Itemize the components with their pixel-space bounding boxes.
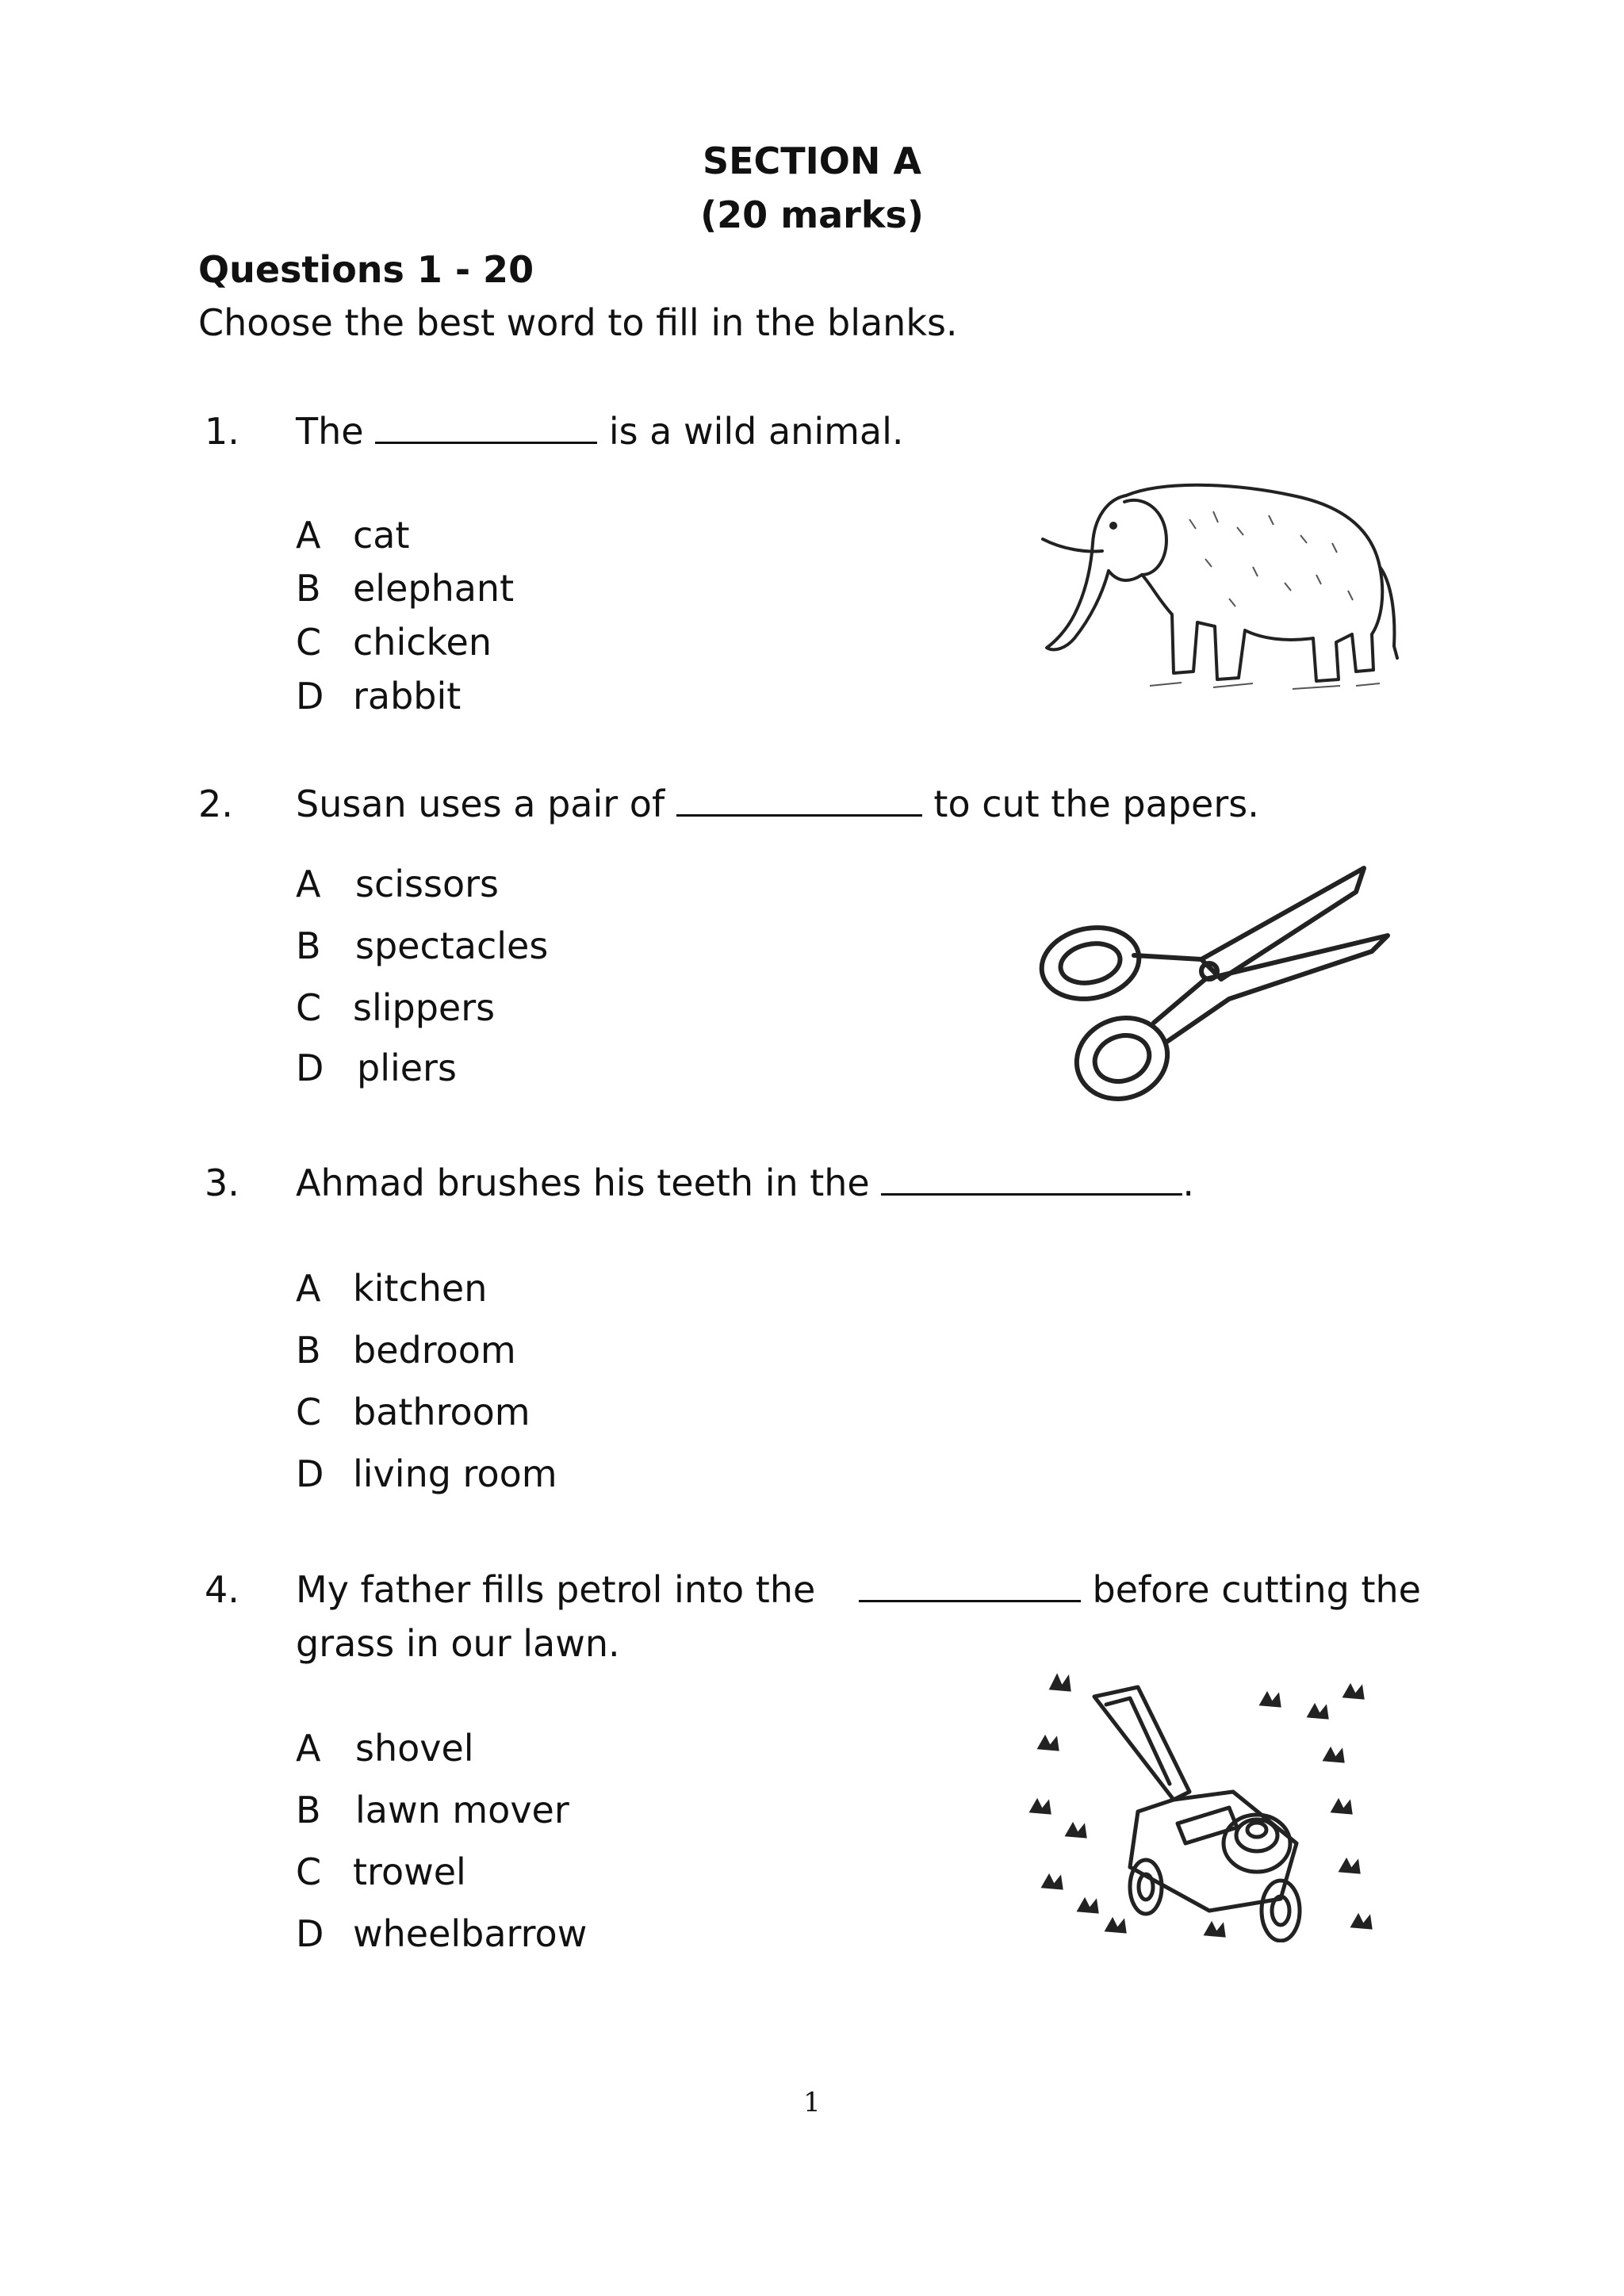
q3-option-d-letter: D: [296, 1452, 324, 1495]
page-number: 1: [803, 2087, 821, 2118]
q4-option-c-letter: C: [296, 1850, 322, 1893]
question-3-before: Ahmad brushes his teeth in the: [296, 1161, 870, 1204]
q2-option-b[interactable]: spectacles: [355, 924, 549, 967]
question-3-blank[interactable]: [881, 1188, 1182, 1196]
q1-option-a[interactable]: cat: [353, 514, 410, 557]
q4-option-b[interactable]: lawn mover: [355, 1789, 569, 1831]
q1-option-b[interactable]: elephant: [353, 567, 515, 610]
section-marks: (20 marks): [700, 193, 924, 236]
question-1-before: The: [296, 410, 364, 453]
question-4-after: before cutting the: [1092, 1568, 1421, 1611]
q1-option-b-letter: B: [296, 567, 321, 610]
question-4-before: My father fills petrol into the: [296, 1568, 816, 1611]
section-title: SECTION A: [702, 140, 922, 182]
question-2-text: [296, 783, 1259, 825]
instruction: Choose the best word to fill in the blanks.: [198, 301, 958, 344]
q4-option-d-letter: D: [296, 1912, 324, 1955]
q1-option-d-letter: D: [296, 675, 324, 718]
q4-option-d[interactable]: wheelbarrow: [353, 1912, 588, 1955]
lawn-mower-icon: [1019, 1673, 1400, 1942]
scissors-icon: [1031, 860, 1396, 1114]
question-number-3: 3.: [205, 1161, 239, 1204]
q1-option-a-letter: A: [296, 514, 321, 557]
q4-option-a-letter: A: [296, 1727, 321, 1770]
q4-option-b-letter: B: [296, 1789, 321, 1831]
q3-option-d[interactable]: living room: [353, 1452, 557, 1495]
question-1-blank[interactable]: [375, 437, 597, 444]
q2-option-d-letter: D: [296, 1047, 324, 1089]
q4-option-a[interactable]: shovel: [355, 1727, 474, 1770]
q2-option-b-letter: B: [296, 924, 321, 967]
question-2-after: to cut the papers.: [933, 783, 1259, 825]
question-2-before: Susan uses a pair of: [296, 783, 665, 825]
question-1-after: is a wild animal.: [608, 410, 904, 453]
q3-option-c[interactable]: bathroom: [353, 1391, 530, 1433]
q3-option-c-letter: C: [296, 1391, 322, 1433]
elephant-icon: [1031, 464, 1411, 702]
q2-option-a-letter: A: [296, 863, 321, 905]
q2-option-a[interactable]: scissors: [355, 863, 499, 905]
q2-option-c-letter: C: [296, 986, 322, 1029]
q1-option-c[interactable]: chicken: [353, 621, 492, 664]
question-number-4: 4.: [205, 1568, 239, 1611]
q3-option-a[interactable]: kitchen: [353, 1267, 488, 1310]
question-4-text: [296, 1568, 1421, 1611]
question-3-after: .: [1182, 1161, 1194, 1204]
question-2-blank[interactable]: [676, 809, 922, 817]
q3-option-b-letter: B: [296, 1329, 321, 1372]
question-3-text: [296, 1161, 1194, 1204]
q2-option-d[interactable]: pliers: [357, 1047, 457, 1089]
q3-option-a-letter: A: [296, 1267, 321, 1310]
question-1-text: [296, 410, 904, 453]
question-number-1: 1.: [205, 410, 239, 453]
q4-option-c[interactable]: trowel: [353, 1850, 466, 1893]
q3-option-b[interactable]: bedroom: [353, 1329, 516, 1372]
question-4-blank[interactable]: [859, 1595, 1081, 1602]
q1-option-c-letter: C: [296, 621, 322, 664]
question-number-2: 2.: [198, 783, 233, 825]
questions-range: Questions 1 - 20: [198, 248, 534, 291]
q1-option-d[interactable]: rabbit: [353, 675, 462, 718]
q2-option-c[interactable]: slippers: [353, 986, 496, 1029]
question-4-line2: grass in our lawn.: [296, 1622, 620, 1665]
